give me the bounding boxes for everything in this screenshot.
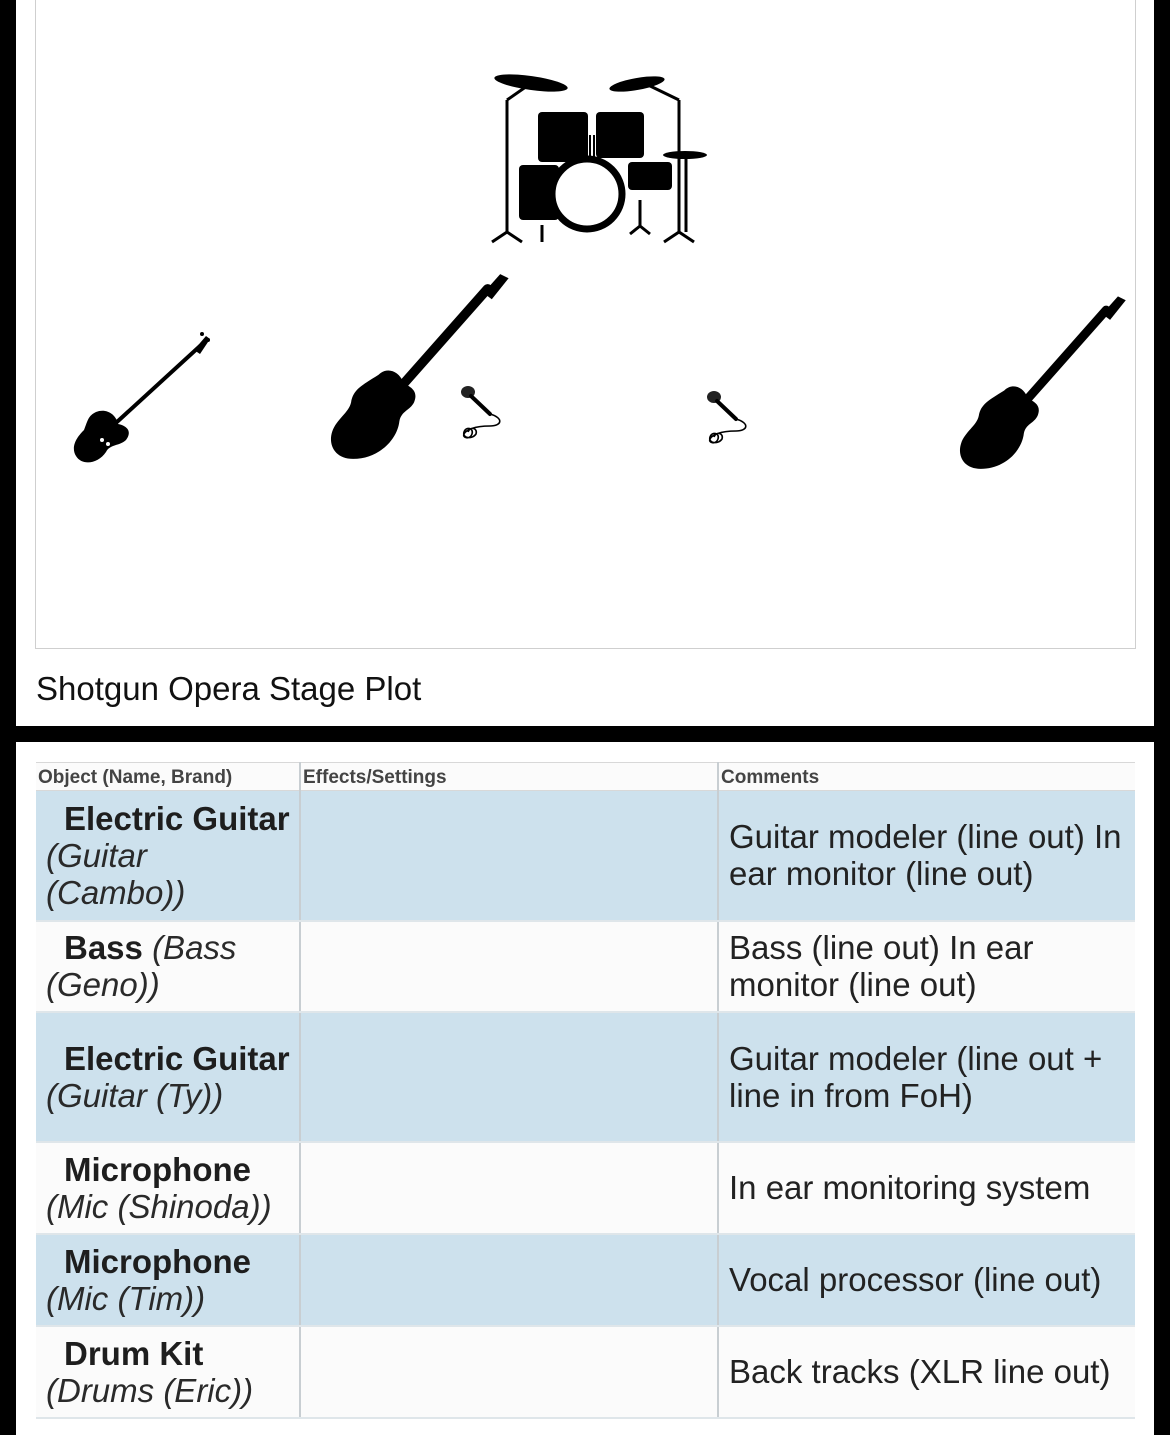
object-detail: (Guitar (Cambo)) <box>46 836 186 911</box>
electric-guitar-icon <box>331 274 509 459</box>
microphone-icon <box>461 386 500 438</box>
effects-cell <box>300 1142 718 1234</box>
object-cell <box>36 1012 300 1142</box>
effects-cell <box>300 791 718 921</box>
object-name: Drum Kit <box>64 1334 204 1372</box>
object-cell <box>36 1142 300 1234</box>
table-row <box>36 1142 1135 1234</box>
object-cell <box>36 1234 300 1326</box>
comments-cell: Guitar modeler (line out + line in from FoH) <box>718 1012 1135 1142</box>
object-detail: (Bass (Geno)) <box>46 929 237 1003</box>
effects-cell <box>300 1012 718 1142</box>
stage-plot-canvas <box>35 0 1136 649</box>
object-detail: (Mic (Shinoda)) <box>46 1187 272 1225</box>
object-detail: (Guitar (Ty)) <box>46 1076 224 1114</box>
table-row <box>36 1234 1135 1326</box>
stage-plot-diagram <box>36 0 1135 648</box>
comments-cell: In ear monitoring system <box>718 1142 1135 1234</box>
object-cell <box>36 921 300 1012</box>
drum-kit-icon <box>492 71 707 242</box>
table-row <box>36 1326 1135 1418</box>
comments-cell: Back tracks (XLR line out) <box>718 1326 1135 1418</box>
object-detail: (Drums (Eric)) <box>46 1371 254 1409</box>
input-list-table <box>36 762 1135 1419</box>
stage-plot-caption: Shotgun Opera Stage Plot <box>36 670 422 707</box>
object-name: Bass <box>64 929 143 966</box>
object-name: Microphone <box>64 1150 251 1188</box>
comments-cell: Vocal processor (line out) <box>718 1234 1135 1326</box>
object-name: Electric Guitar <box>64 1039 290 1077</box>
object-name: Electric Guitar <box>64 799 290 837</box>
object-name: Microphone <box>64 1242 251 1280</box>
comments-cell: Guitar modeler (line out) In ear monitor (line out) <box>718 791 1135 921</box>
table-header-row <box>36 763 1135 791</box>
object-cell <box>36 1326 300 1418</box>
table-row <box>36 921 1135 1012</box>
bass-guitar-icon <box>74 332 210 462</box>
comments-cell: Bass (line out) In ear monitor (line out) <box>718 921 1135 1012</box>
stage-plot-card <box>16 0 1154 726</box>
header-comments: Comments <box>718 763 1135 791</box>
microphone-icon <box>707 391 746 443</box>
effects-cell <box>300 921 718 1012</box>
object-cell <box>36 791 300 921</box>
input-list-card <box>16 742 1154 1435</box>
table-row <box>36 791 1135 921</box>
table-row <box>36 1012 1135 1142</box>
electric-guitar-icon <box>960 296 1126 468</box>
effects-cell <box>300 1326 718 1418</box>
effects-cell <box>300 1234 718 1326</box>
object-detail: (Mic (Tim)) <box>46 1279 206 1317</box>
header-object: Object (Name, Brand) <box>36 763 300 791</box>
header-effects: Effects/Settings <box>300 763 718 791</box>
